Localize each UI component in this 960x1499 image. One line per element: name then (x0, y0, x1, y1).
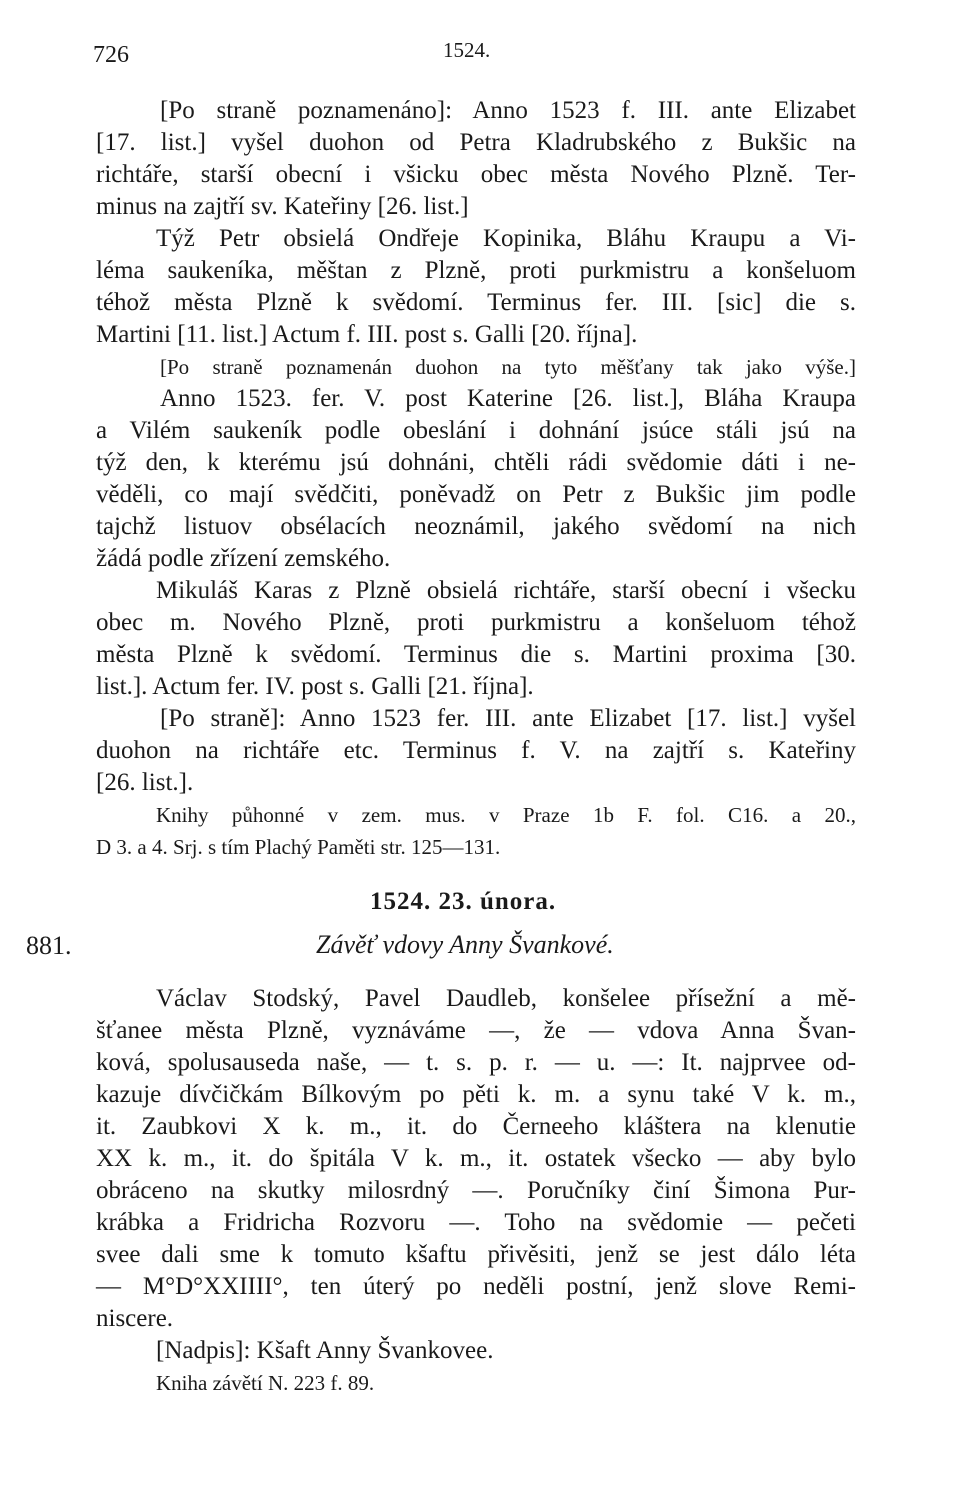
continuation-line: [17. list.] vyšel duohon od Petra Kladrubského z Bukšic na (96, 129, 856, 156)
continuation-line: Mikuláš Karas z Plzně obsielá richtáře, starší obecní i všecku (156, 577, 856, 604)
entry-line: kazuje dívčičkám Bílkovým po pěti k. m. a synu také V k. m., (96, 1081, 856, 1108)
entry-line: svee dali sme k tomuto kšaftu přivěsiti, jenž se jest dálo léta (96, 1241, 856, 1268)
page-number: 726 (93, 42, 129, 68)
continuation-line: Anno 1523. fer. V. post Katerine [26. list.], Bláha Kraupa (160, 385, 856, 412)
continuation-line: věděli, co mají svědčiti, poněvadž on Petr z Bukšic jim podle (96, 481, 856, 508)
continuation-text (96, 95, 856, 863)
continuation-line: list.]. Actum fer. IV. post s. Galli [21. října]. (96, 673, 534, 700)
continuation-line: města Plzně k svědomí. Terminus die s. Martini proxima [30. (96, 641, 856, 668)
entry-line: šťanee města Plzně, vyznáváme —, že — vdova Anna Švan- (96, 1017, 856, 1044)
entry-line: obráceno na skutky milosrdný —. Poručníky činí Šimona Pur- (96, 1177, 856, 1204)
continuation-line: [Po straně poznamenáno]: Anno 1523 f. III. ante Elizabet (160, 97, 856, 124)
entry-line: it. Zaubkovi X k. m., it. do Černeeho kláštera na klenutie (96, 1113, 856, 1140)
running-head: 1524. (443, 38, 491, 62)
continuation-line: téhož města Plzně k svědomí. Terminus fer. III. [sic] die s. (96, 289, 856, 316)
entry-date: 1524. 23. února. (370, 888, 557, 915)
entry-title: Závěť vdovy Anny Švankové. (316, 930, 614, 959)
entry-line: krábka a Fridricha Rozvoru —. Toho na svědomie — pečeti (96, 1209, 856, 1236)
continuation-line: tajchž listuov obsélacích neoznámil, jakého svědomí na nich (96, 513, 856, 540)
continuation-line: [26. list.]. (96, 769, 194, 796)
continuation-line: obec m. Nového Plzně, proti purkmistru a konšeluom téhož (96, 609, 856, 636)
entry-line: [Nadpis]: Kšaft Anny Švankovee. (156, 1337, 494, 1364)
entry-line: ková, spolusauseda naše, — t. s. p. r. — u. —: It. najprvee od- (96, 1049, 856, 1076)
entry-line: niscere. (96, 1305, 174, 1332)
entry-line: — M°D°XXIIII°, ten úterý po neděli postní, jenž slove Remi- (96, 1273, 856, 1300)
entry-line: Kniha závětí N. 223 f. 89. (156, 1371, 375, 1395)
continuation-line: týž den, k kterému jsú dohnáni, chtěli rádi svědomie dáti i ne- (96, 449, 856, 476)
continuation-line: [Po straně]: Anno 1523 fer. III. ante Elizabet [17. list.] vyšel (160, 705, 856, 732)
continuation-line: D 3. a 4. Srj. s tím Plachý Paměti str. 125—131. (96, 835, 501, 859)
entry-number: 881. (26, 931, 72, 960)
entry-body (96, 983, 856, 1399)
continuation-line: a Vilém saukeník podle obeslání i dohnání jsúce stáli jsú na (96, 417, 856, 444)
continuation-line: žádá podle zřízení zemského. (96, 545, 391, 572)
continuation-line: Knihy půhonné v zem. mus. v Praze 1b F. fol. C16. a 20., (156, 803, 856, 827)
entry-line: Václav Stodský, Pavel Daudleb, konšelee přísežní a mě- (156, 985, 856, 1012)
continuation-line: [Po straně poznamenán duohon na tyto měšťany tak jako výše.] (160, 355, 856, 379)
continuation-line: duohon na richtáře etc. Terminus f. V. na zajtří s. Kateřiny (96, 737, 856, 764)
continuation-line: Martini [11. list.] Actum f. III. post s. Galli [20. října]. (96, 321, 638, 348)
continuation-line: Týž Petr obsielá Ondřeje Kopinika, Bláhu Kraupu a Vi- (156, 225, 856, 252)
continuation-line: richtáře, starší obecní i všicku obec města Nového Plzně. Ter- (96, 161, 856, 188)
entry-line: XX k. m., it. do špitála V k. m., it. ostatek všecko — aby bylo (96, 1145, 856, 1172)
continuation-line: minus na zajtří sv. Kateřiny [26. list.] (96, 193, 469, 220)
continuation-line: léma saukeníka, měštan z Plzně, proti purkmistru a konšeluom (96, 257, 856, 284)
